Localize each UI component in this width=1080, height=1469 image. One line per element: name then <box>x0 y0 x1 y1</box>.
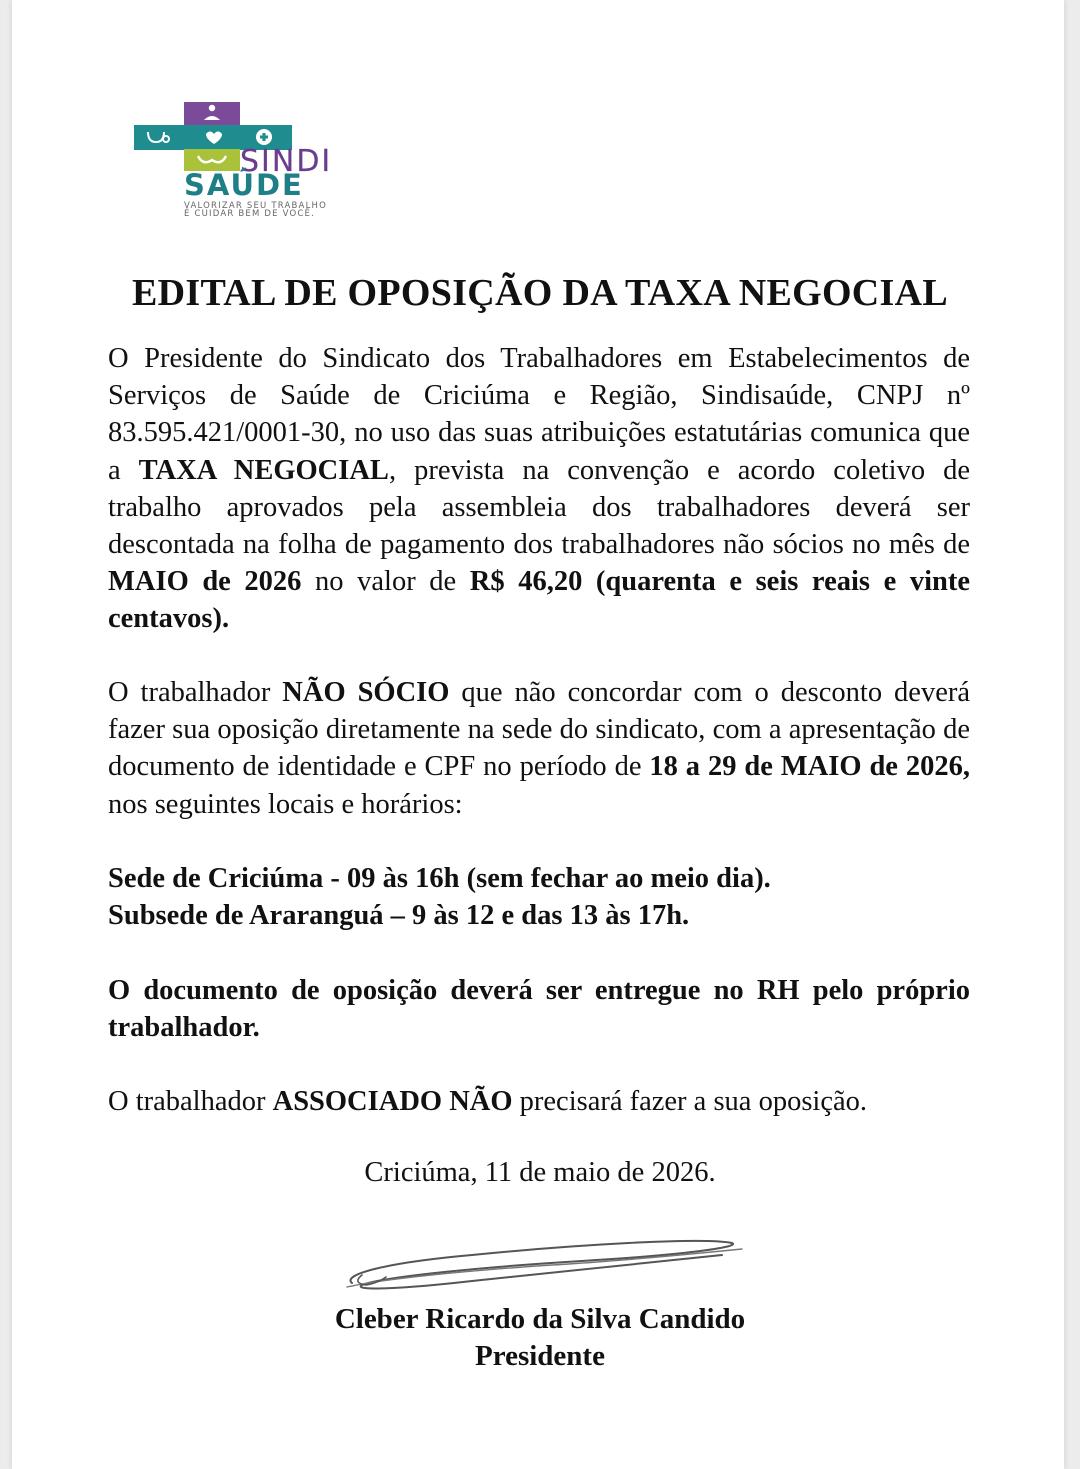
paragraph-associate <box>108 1083 970 1120</box>
p1-text-3: no valor de <box>301 566 470 598</box>
paragraph-announcement <box>108 340 970 638</box>
document-title: EDITAL DE OPOSIÇÃO DA TAXA NEGOCIAL <box>131 272 949 314</box>
location-ararangua: Subsede de Araranguá – 9 às 12 e das 13 às 17h. <box>108 900 690 932</box>
location-criciuma: Sede de Criciúma - 09 às 16h (sem fechar ao meio dia). <box>108 863 771 894</box>
p1-bold-amount: R$ 46,20 (quarenta e seis reais e vinte centavos). <box>108 566 970 635</box>
p5-text-2: precisará fazer a sua oposição. <box>512 1086 867 1117</box>
sindisaude-logo <box>122 98 412 233</box>
signer-name: Cleber Ricardo da Silva Candido <box>334 1303 746 1335</box>
p1-text-1: O Presidente do Sindicato dos Trabalhadores em Estabelecimentos de Serviços de Saúde de Criciúma e Região, Sindisaúde, CNPJ nº 83.595.421/0001-30, no uso das suas atribuições estatutárias comunica que a <box>108 343 970 486</box>
p1-bold-fee-name: TAXA NEGOCIAL <box>138 454 389 486</box>
p5-bold-associate: ASSOCIADO NÃO <box>272 1086 513 1117</box>
p2-text-2: que não concordar com o desconto deverá fazer sua oposição diretamente na sede do sindicato, com a apresentação de documento de identidade e CPF no período de <box>108 677 970 783</box>
logo-tagline-line-2: É CUIDAR BEM DE VOCÊ. <box>184 209 315 219</box>
p2-bold-period: 18 a 29 de MAIO de 2026, <box>649 751 970 783</box>
p1-bold-month: MAIO de 2026 <box>108 566 302 598</box>
locations-list <box>108 860 970 934</box>
p1-text-2: , prevista na convenção e acordo coletivo de trabalho aprovados pela assembleia dos trabalhadores deverá ser descontada na folha de pagamento dos trabalhadores não sócios no mês de <box>108 454 971 561</box>
signer-role: Presidente <box>475 1340 605 1372</box>
p5-text-1: O trabalhador <box>108 1086 273 1117</box>
logo-sindi-text: SINDI <box>240 144 333 179</box>
p2-bold-non-member: NÃO SÓCIO <box>282 677 450 708</box>
p2-text-3: nos seguintes locais e horários: <box>108 788 463 820</box>
logo-saude-text: SAÚDE <box>184 168 304 202</box>
document-page <box>12 0 1064 1469</box>
signature-icon <box>322 1225 752 1305</box>
paragraph-opposition <box>108 674 970 823</box>
document-date: Criciúma, 11 de maio de 2026. <box>364 1157 716 1188</box>
p2-text-1: O trabalhador <box>108 677 283 708</box>
logo-tagline-line-1: VALORIZAR SEU TRABALHO <box>184 201 327 211</box>
logo-tagline <box>184 202 404 218</box>
paragraph-hr-delivery: O documento de oposição deverá ser entregue no RH pelo próprio trabalhador. <box>108 975 970 1044</box>
